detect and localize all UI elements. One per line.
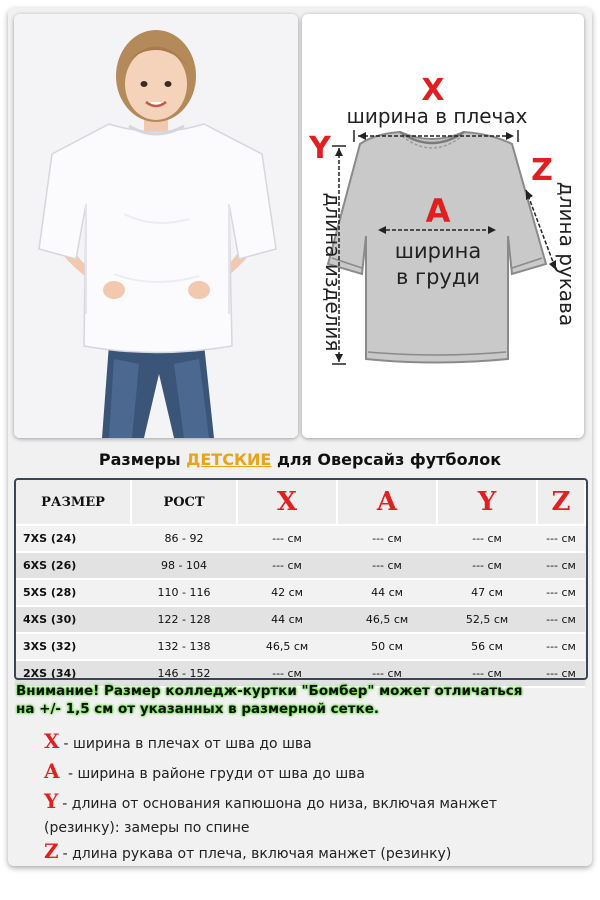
cell-size: 7XS (24) (15, 525, 131, 552)
header-z: Z (537, 479, 585, 525)
cell-x: --- см (237, 552, 337, 579)
cell-height: 122 - 128 (131, 606, 237, 633)
legend-letter: A (44, 759, 60, 783)
header-size: РАЗМЕР (15, 479, 131, 525)
table-row (15, 606, 585, 633)
a-label-line1: ширина (394, 239, 482, 263)
cell-x: --- см (237, 525, 337, 552)
heading-suffix: для Оверсайз футболок (276, 450, 502, 469)
legend-letter: Z (44, 839, 59, 863)
table-header-row (15, 479, 585, 525)
cell-z: --- см (537, 552, 585, 579)
header-height: РОСТ (131, 479, 237, 525)
cell-height: 98 - 104 (131, 552, 237, 579)
cell-y: --- см (437, 660, 537, 687)
cell-a: --- см (337, 552, 437, 579)
cell-a: 50 см (337, 633, 437, 660)
cell-size: 5XS (28) (15, 579, 131, 606)
measurement-diagram (302, 14, 584, 438)
z-label: длина рукава (555, 181, 579, 327)
cell-z: --- см (537, 606, 585, 633)
product-photo (14, 14, 298, 438)
cell-z: --- см (537, 525, 585, 552)
table-row (15, 525, 585, 552)
table-row (15, 579, 585, 606)
legend-item-x (44, 728, 584, 758)
legend-text: - длина рукава от плеча, включая манжет (резинку) (62, 846, 452, 862)
legend-text: - длина от основания капюшона до низа, включая манжет (62, 796, 498, 812)
heading-accent: ДЕТСКИЕ (186, 450, 272, 469)
cell-z: --- см (537, 660, 585, 687)
cell-height: 146 - 152 (131, 660, 237, 687)
legend-text: - ширина в районе груди от шва до шва (63, 766, 365, 782)
legend-text: - ширина в плечах от шва до шва (63, 736, 312, 752)
attention-line2: на +/- 1,5 см от указанных в размерной сетке. (16, 701, 380, 717)
x-label: ширина в плечах (346, 104, 528, 128)
legend-text: (резинку): замеры по спине (44, 820, 250, 836)
legend-letter: Y (44, 789, 59, 813)
cell-size: 4XS (30) (15, 606, 131, 633)
size-table (14, 478, 586, 688)
y-letter: Y (309, 131, 331, 166)
table-row (15, 633, 585, 660)
legend-item-z (44, 838, 584, 868)
cell-a: 46,5 см (337, 606, 437, 633)
legend-item-a (44, 758, 584, 788)
cell-x: 46,5 см (237, 633, 337, 660)
a-letter: A (425, 192, 451, 230)
legend-item-y (44, 788, 584, 818)
child-model-illustration (14, 14, 298, 438)
cell-a: --- см (337, 525, 437, 552)
header-a: A (337, 479, 437, 525)
cell-y: 52,5 см (437, 606, 537, 633)
cell-y: --- см (437, 525, 537, 552)
cell-height: 110 - 116 (131, 579, 237, 606)
table-row (15, 552, 585, 579)
cell-x: 44 см (237, 606, 337, 633)
size-chart-heading (0, 450, 600, 469)
cell-size: 6XS (26) (15, 552, 131, 579)
heading-prefix: Размеры (98, 450, 181, 469)
cell-y: 56 см (437, 633, 537, 660)
cell-size: 2XS (34) (15, 660, 131, 687)
shirt-measurement-svg (302, 14, 584, 438)
cell-size: 3XS (32) (15, 633, 131, 660)
x-letter: X (421, 73, 445, 108)
y-label: длина изделия (321, 192, 345, 352)
measurement-legend (44, 728, 584, 868)
cell-z: --- см (537, 633, 585, 660)
a-label-line2: в груди (395, 265, 481, 289)
cell-x: --- см (237, 660, 337, 687)
attention-line1: Внимание! Размер колледж-куртки "Бомбер" может отличаться (16, 683, 523, 699)
legend-item-y-continued (44, 818, 584, 838)
cell-height: 132 - 138 (131, 633, 237, 660)
cell-y: --- см (437, 552, 537, 579)
attention-note (16, 682, 586, 718)
header-y: Y (437, 479, 537, 525)
cell-a: 44 см (337, 579, 437, 606)
legend-letter: X (44, 729, 60, 753)
z-letter: Z (531, 153, 553, 188)
cell-z: --- см (537, 579, 585, 606)
cell-height: 86 - 92 (131, 525, 237, 552)
cell-a: --- см (337, 660, 437, 687)
cell-x: 42 см (237, 579, 337, 606)
header-x: X (237, 479, 337, 525)
cell-y: 47 см (437, 579, 537, 606)
